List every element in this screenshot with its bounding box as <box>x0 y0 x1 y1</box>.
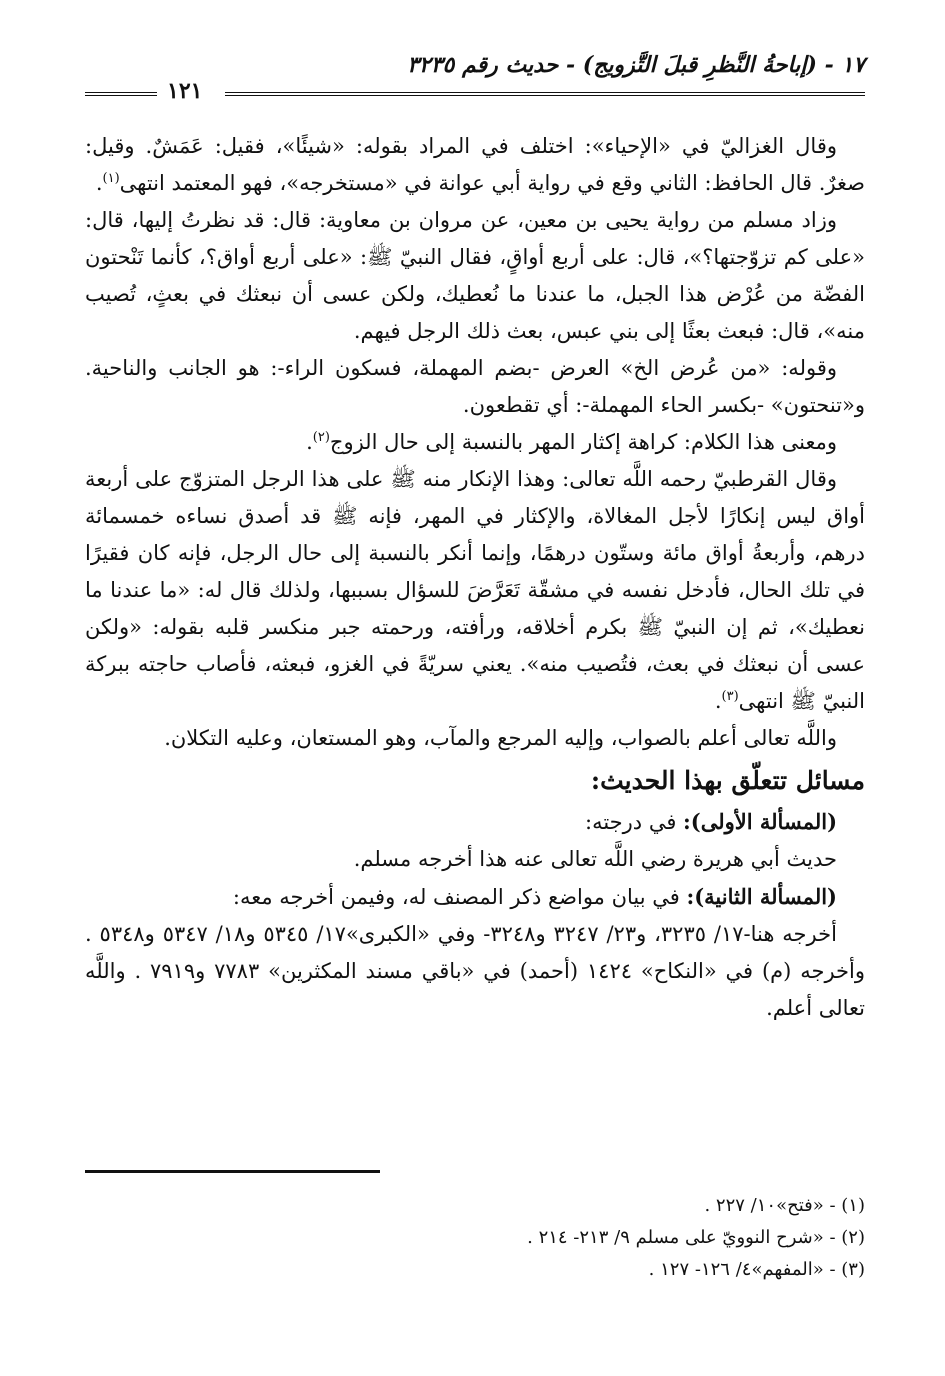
footnote-ref: (٢) <box>312 430 330 445</box>
question-label: (المسألة الثانية): <box>686 884 837 909</box>
page-number: ١٢١ <box>167 78 203 104</box>
footnote: (٢) - «شرح النوويّ على مسلم ٩/ ٢١٣- ٢١٤ . <box>527 1227 865 1248</box>
footnotes <box>85 1190 865 1286</box>
paragraph: أخرجه هنا-١٧/ ٣٢٣٥، و٢٣/ ٣٢٤٧ و٣٢٤٨- وفي «الكبرى»١٧/ ٥٣٤٥ و١٨/ ٥٣٤٧ و٥٣٤٨ . وأخرجه (م) في «النكاح» ١٤٢٤ (أحمد) في «باقي مسند المكثرين» ٧٧٨٣ و٧٩١٩ . واللَّه تعالى أعلم. <box>85 922 865 1020</box>
paragraph: وقال القرطبيّ رحمه اللَّه تعالى: وهذا الإنكار منه ﷺ على هذا الرجل المتزوّج على أربعة أواق ليس إنكارًا لأجل المغالاة، والإكثار في المهر، فإنه ﷺ قد أصدق نساءه خمسمائة درهم، وأربعةُ أواق مائة وستّون درهمًا، وإنما أنكر بالنسبة إلى حال الرجل، فإنه كان فقيرًا في تلك الحال، فأدخل نفسه في مشقّة تَعَرَّضَ للسؤال بسببها، ولذلك قال له: «ما عندنا ما نعطيك»، ثم إن النبيّ ﷺ بكرم أخلاقه، ورأفته، ورحمته جبر منكسر قلبه بقوله: «ولكن عسى أن نبعثك في بعث، فتُصيب منه». يعني سريّةً في الغزو، فبعثه، فأصاب حاجته ببركة النبيّ ﷺ انتهى$^{(٣)}$. <box>85 467 865 713</box>
paragraph: وقوله: «من عُرض الخ» العرض -بضم المهملة، فسكون الراء-: هو الجانب والناحية. و«تنحتون» -بكسر الحاء المهملة-: أي تقطعون. <box>85 356 865 417</box>
paragraph: حديث أبي هريرة رضي اللَّه تعالى عنه هذا أخرجه مسلم. <box>353 847 837 871</box>
question-label: (المسألة الأولى): <box>683 809 837 834</box>
section-heading: مسائل تتعلّق بهذا الحديث: <box>590 766 865 795</box>
footnote: (١) - «فتح»١٠/ ٢٢٧ . <box>704 1195 865 1216</box>
paragraph: وقال الغزاليّ في «الإحياء»: اختلف في المراد بقوله: «شيئًا»، فقيل: عَمَشٌ. وقيل: صغرٌ. قال الحافظ: الثاني وقع في رواية أبي عوانة في «مستخرجه»، فهو المعتمد انتهى$^{(١)}$. <box>85 134 865 195</box>
paragraph: وزاد مسلم من رواية يحيى بن معين، عن مروان بن معاوية: قال: قد نظرتُ إليها، قال: «على كم تزوّجتها؟»، قال: على أربع أواقٍ، فقال النبيّ ﷺ: «على أربع أواق؟، كأنما تَنْحتون الفضّة من عُرْض هذا الجبل، ما عندنا ما نُعطيك، ولكن عسى أن نبعثك في بعثٍ، تُصيب منه»، قال: فبعث بعثًا إلى بني عبس، بعث ذلك الرجل فيهم. <box>85 208 865 343</box>
footnote: (٣) - «المفهم»٤/ ١٢٦- ١٢٧ . <box>648 1259 865 1280</box>
paragraph: واللَّه تعالى أعلم بالصواب، وإليه المرجع والمآب، وهو المستعان، وعليه التكلان. <box>164 726 837 750</box>
footnote-ref: (٣) <box>721 689 739 704</box>
running-title: ١٧ - (إباحةُ النَّظرِ قبلَ التَّزويج) - حديث رقم ٣٢٣٥ <box>407 52 865 78</box>
header-rule <box>225 92 865 100</box>
paragraph: ومعنى هذا الكلام: كراهة إكثار المهر بالنسبة إلى حال الزوج$^{(٢)}$. <box>306 430 837 454</box>
question-line: (المسألة الأولى): في درجته: <box>585 809 837 834</box>
main-text <box>85 128 865 1027</box>
book-page <box>85 40 865 1340</box>
header-rule-short <box>85 92 157 100</box>
question-line: (المسألة الثانية): في بيان مواضع ذكر المصنف له، وفيمن أخرجه معه: <box>232 884 837 909</box>
footnote-ref: (١) <box>102 171 120 186</box>
footnote-divider <box>85 1170 380 1173</box>
page-header <box>85 50 865 120</box>
